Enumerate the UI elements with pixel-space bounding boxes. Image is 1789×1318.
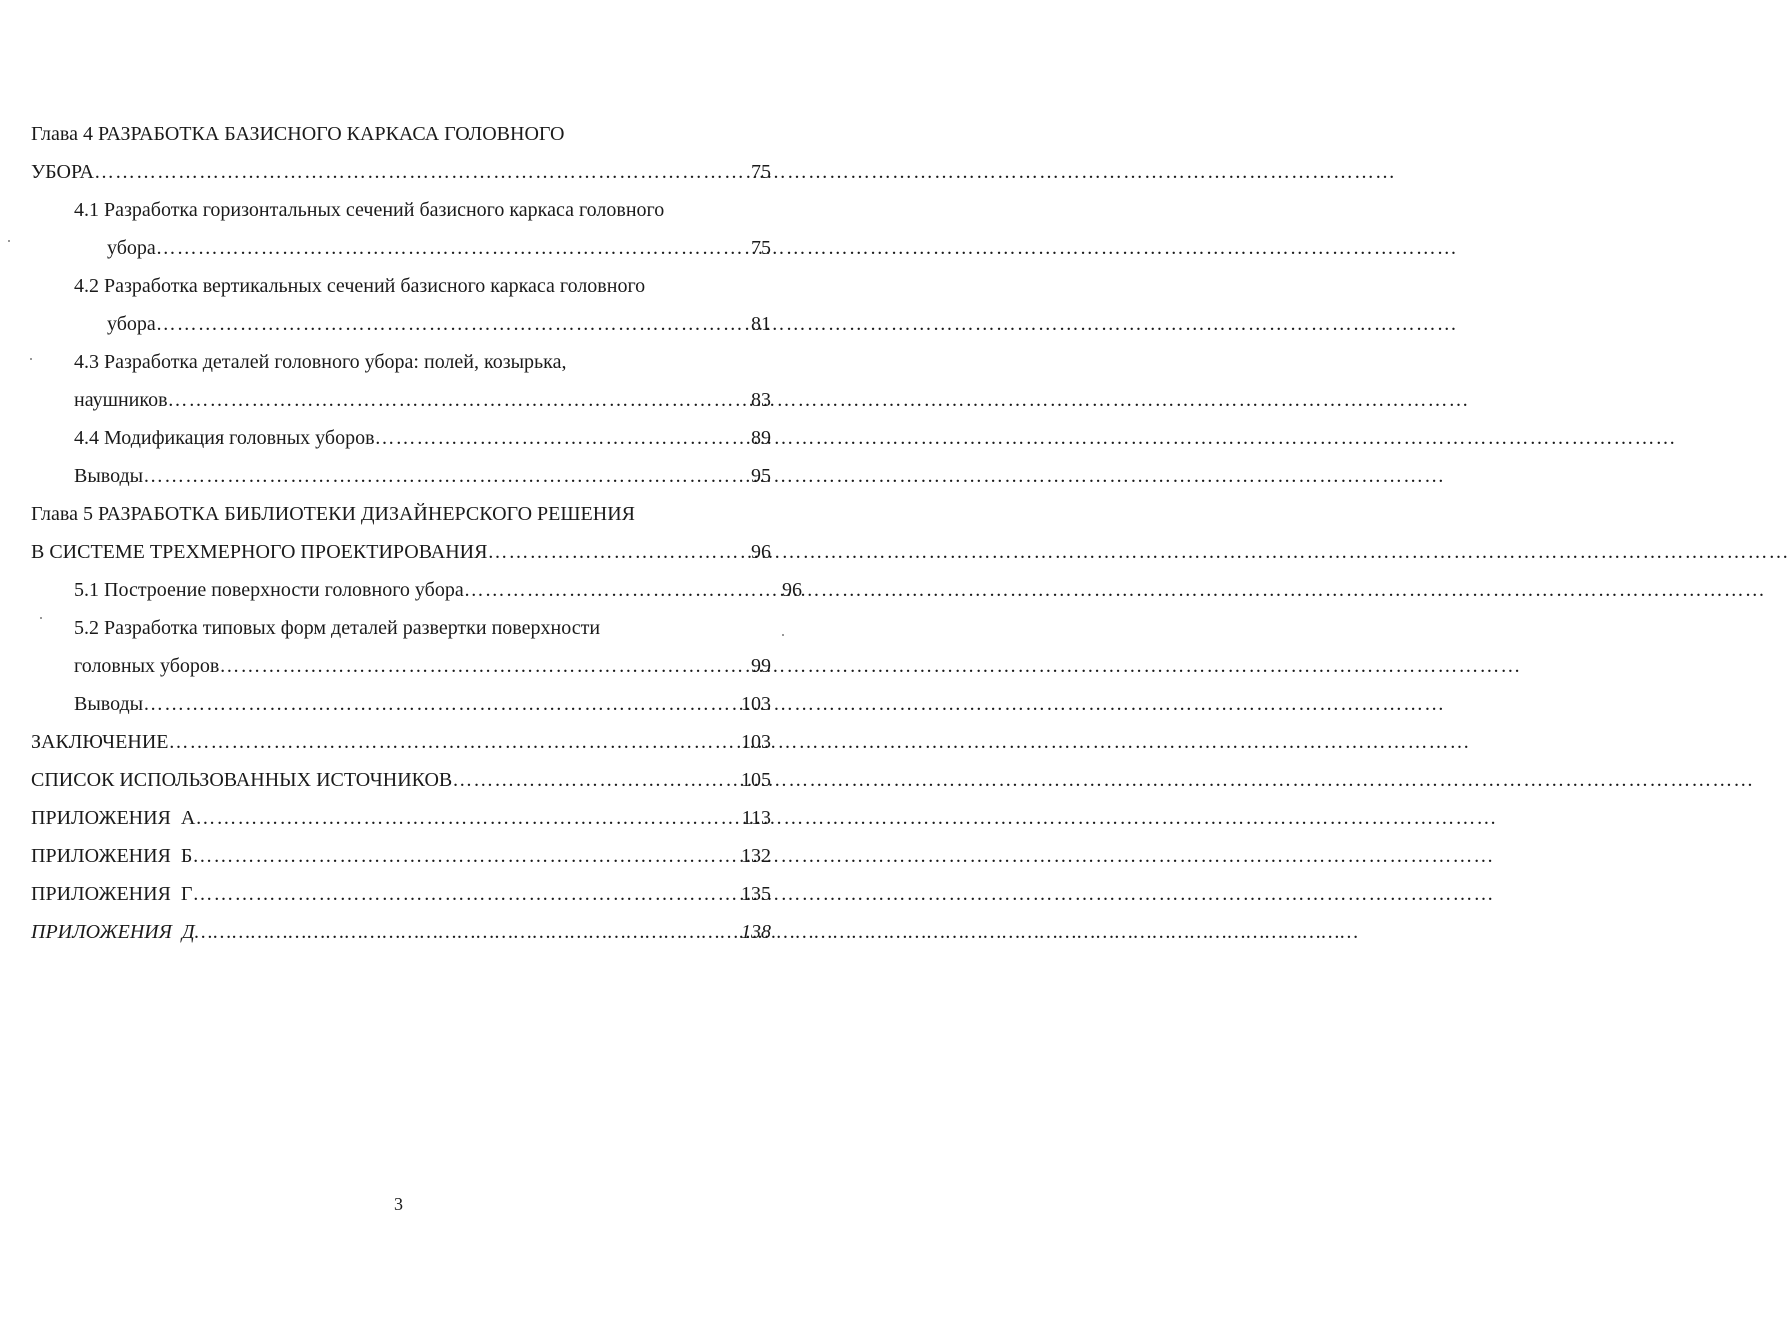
scan-speck [30,358,32,360]
toc-section-4-2-entry [31,305,771,343]
toc-section-4-2-cont: убора [107,313,156,335]
toc-chapter5-conclusions-page: 103 [741,693,771,715]
toc-section-4-2-text: 4.2 Разработка вертикальных сечений базисного каркаса головного [74,275,646,297]
leader-dots [195,913,739,951]
toc-section-4-4-page: 89 [751,427,771,449]
toc-appendix-g [31,875,771,913]
toc-section-5-1-page: 96 [782,579,802,601]
toc-chapter4-entry [31,153,771,191]
toc-section-5-2-page: 99 [751,655,771,677]
toc-conclusion [31,723,771,761]
toc-chapter5-title-cont: В СИСТЕМЕ ТРЕХМЕРНОГО ПРОЕКТИРОВАНИЯ [31,541,488,563]
toc-section-5-2-entry [31,647,771,685]
toc-conclusion-text: ЗАКЛЮЧЕНИЕ [31,731,169,753]
toc-section-4-3-page: 83 [751,389,771,411]
toc-chapter4-title-cont: УБОРА [31,161,94,183]
toc-appendix-g-page: 135 [741,883,771,905]
toc-references [31,761,771,799]
toc-chapter4-conclusions-text: Выводы [74,465,144,487]
toc-section-4-4-text: 4.4 Модификация головных уборов [74,427,375,449]
toc-appendix-b-text: ПРИЛОЖЕНИЯ Б [31,845,193,867]
toc-chapter5-conclusions [31,685,771,723]
toc-section-5-2 [31,609,771,647]
toc-chapter4-conclusions-page: 95 [751,465,771,487]
toc-section-4-4 [31,419,771,457]
leader-dots [452,761,739,799]
toc-section-4-3-text: 4.3 Разработка деталей головного убора: полей, козырька, [74,351,567,373]
toc-chapter5-title-text: Глава 5 РАЗРАБОТКА БИБЛИОТЕКИ ДИЗАЙНЕРСКОГО РЕШЕНИЯ [31,503,635,525]
leader-dots [219,647,749,685]
toc-chapter4-title-text: Глава 4 РАЗРАБОТКА БАЗИСНОГО КАРКАСА ГОЛОВНОГО [31,123,565,145]
leader-dots [375,419,749,457]
toc-appendix-d-page: 138 [741,921,771,943]
toc-section-4-1-text: 4.1 Разработка горизонтальных сечений базисного каркаса головного [74,199,665,221]
document-page [0,0,802,1318]
toc-conclusion-page: 103 [741,731,771,753]
leader-dots [464,571,780,609]
leader-dots [156,229,749,267]
toc-appendix-b-page: 132 [741,845,771,867]
toc-chapter5-entry [31,533,771,571]
toc-section-4-1-entry [31,229,771,267]
toc-chapter4-conclusions [31,457,771,495]
toc-section-4-3-entry [31,381,771,419]
toc-section-5-2-cont: головных уборов [74,655,220,677]
leader-dots [192,875,739,913]
toc-appendix-d [31,913,771,951]
scan-speck [40,617,42,619]
toc-appendix-a [31,799,771,837]
toc-section-4-2-page: 81 [751,313,771,335]
toc-references-text: СПИСОК ИСПОЛЬЗОВАННЫХ ИСТОЧНИКОВ [31,769,453,791]
table-of-contents [31,115,802,951]
leader-dots [192,837,739,875]
toc-references-page: 105 [741,769,771,791]
toc-section-4-3-cont: наушников [74,389,168,411]
leader-dots [94,153,749,191]
toc-chapter5-conclusions-text: Выводы [74,693,144,715]
leader-dots [195,799,739,837]
leader-dots [156,305,749,343]
toc-chapter5-title [31,495,771,533]
toc-section-4-3 [31,343,771,381]
toc-appendix-d-text: ПРИЛОЖЕНИЯ Д [31,921,195,943]
toc-section-5-1-text: 5.1 Построение поверхности головного убора [74,579,464,601]
toc-appendix-b [31,837,771,875]
toc-chapter4-title [31,115,771,153]
toc-chapter5-page: 96 [751,541,771,563]
scan-speck [8,240,10,242]
page-number: 3 [394,1194,403,1214]
scan-speck [782,634,784,636]
leader-dots [168,723,739,761]
leader-dots [143,457,749,495]
leader-dots [168,381,749,419]
toc-chapter4-page: 75 [751,161,771,183]
toc-section-5-1 [31,571,802,609]
toc-appendix-g-text: ПРИЛОЖЕНИЯ Г [31,883,193,905]
toc-appendix-a-page: 113 [741,807,771,829]
toc-section-4-1-page: 75 [751,237,771,259]
toc-section-4-2 [31,267,771,305]
toc-section-5-2-text: 5.2 Разработка типовых форм деталей развертки поверхности [74,617,601,639]
toc-section-4-1 [31,191,771,229]
toc-section-4-1-cont: убора [107,237,156,259]
leader-dots [143,685,739,723]
toc-appendix-a-text: ПРИЛОЖЕНИЯ А [31,807,196,829]
leader-dots [487,533,749,571]
